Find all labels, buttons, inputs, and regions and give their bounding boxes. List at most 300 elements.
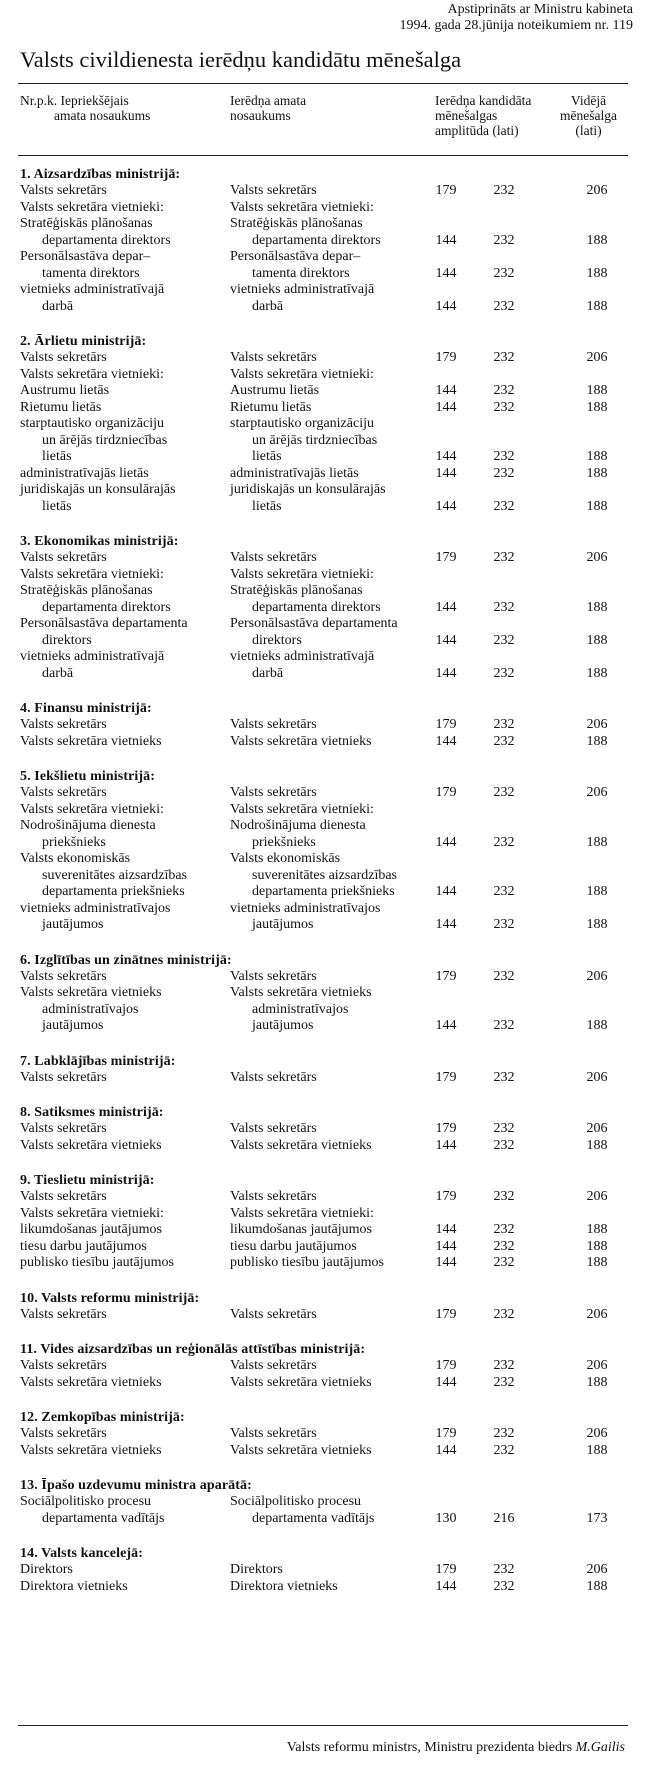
title-line: Valsts sekretārs (230, 550, 317, 565)
title-line: Valsts sekretāra vietnieki: (20, 199, 164, 215)
official-title (230, 1494, 374, 1527)
table-row (0, 1562, 645, 1579)
previous-title (20, 818, 230, 851)
ministry-section (0, 1341, 645, 1391)
table-row (0, 183, 645, 200)
salary-min: 144 (435, 834, 457, 850)
previous-title (20, 1562, 230, 1579)
title-line: Direktora vietnieks (20, 1578, 128, 1594)
official-title (230, 616, 398, 649)
divider (18, 83, 628, 84)
ministry-title: 7. Labklājības ministrijā: (20, 1053, 176, 1069)
divider (18, 1725, 628, 1726)
title-line: Valsts sekretāra vietnieki: (20, 1205, 164, 1221)
title-line: vietnieks administratīvajā (20, 282, 165, 297)
salary-min: 144 (435, 298, 457, 314)
signature-text: Valsts reformu ministrs, Ministru prezidenta biedrs (286, 1740, 576, 1755)
previous-title (20, 1222, 230, 1239)
ministry-title: 12. Zemkopības ministrijā: (20, 1410, 185, 1425)
salary-average: 206 (586, 550, 608, 565)
official-title (230, 183, 317, 200)
title-line: Valsts sekretārs (20, 968, 107, 984)
signature-name: M.Gailis (575, 1740, 625, 1755)
salary-min: 144 (435, 1222, 457, 1237)
table-row (0, 383, 645, 400)
title-line: publisko tiesību jautājumos (230, 1255, 384, 1270)
salary-min: 144 (435, 1578, 457, 1594)
ministry-section (0, 768, 645, 934)
official-title (230, 1222, 372, 1239)
title-line: Valsts sekretārs (20, 550, 107, 565)
title-line: Austrumu lietās (20, 383, 110, 398)
salary-max: 232 (493, 265, 515, 281)
official-title (230, 1443, 372, 1460)
ministry-section (0, 1172, 645, 1272)
title-line: Direktors (20, 1562, 73, 1577)
ministry-title: 13. Īpašo uzdevumu ministra aparātā: (20, 1478, 252, 1493)
ministry-section (0, 700, 645, 750)
salary-min: 144 (435, 265, 457, 281)
title-line: jautājumos (252, 1018, 314, 1033)
salary-min: 179 (435, 968, 457, 984)
table-row (0, 785, 645, 802)
salary-max: 232 (493, 1238, 515, 1254)
salary-min: 144 (435, 733, 457, 749)
previous-title (20, 1358, 230, 1375)
salary-average: 188 (586, 465, 608, 481)
title-line: direktors (252, 632, 302, 648)
header-official-title (230, 93, 306, 123)
title-line: Valsts sekretārs (230, 785, 317, 800)
header-line: amata nosaukums (54, 108, 151, 123)
title-line: Valsts sekretāra vietnieki: (230, 366, 374, 382)
official-title (230, 200, 374, 217)
previous-title (20, 466, 230, 483)
title-line: likumdošanas jautājumos (20, 1222, 162, 1237)
official-title (230, 1255, 384, 1272)
signature-line (287, 1740, 625, 1756)
salary-min: 179 (435, 1306, 457, 1322)
title-line: Valsts ekonomiskās (20, 851, 131, 866)
title-line: Valsts sekretārs (20, 183, 107, 198)
title-line: tamenta direktors (42, 265, 140, 281)
salary-min: 144 (435, 632, 457, 648)
title-line: Personālsastāva depar– (230, 249, 361, 264)
title-line: Valsts sekretāra vietnieks (20, 1374, 162, 1390)
header-line: Nr.p.k. Iepriekšējais (20, 93, 129, 108)
header-line: Vidējā (570, 93, 607, 108)
salary-average: 206 (586, 1426, 608, 1441)
salary-average: 188 (586, 1018, 608, 1033)
title-line: Valsts sekretāra vietnieks (20, 985, 162, 1000)
previous-title (20, 200, 230, 217)
ministry-title: 1. Aizsardzības ministrijā: (20, 167, 181, 182)
official-title (230, 649, 374, 682)
salary-max: 232 (493, 465, 515, 481)
ministry-title: 3. Ekonomikas ministrijā: (20, 534, 179, 549)
title-line: Valsts sekretārs (20, 1189, 107, 1204)
salary-min: 144 (435, 465, 457, 481)
previous-title (20, 785, 230, 802)
table-row (0, 1375, 645, 1392)
title-line: publisko tiesību jautājumos (20, 1255, 174, 1270)
header-line: mēnešalga (560, 108, 617, 123)
title-line: lietās (252, 498, 282, 514)
official-title (230, 550, 317, 567)
table-row (0, 616, 645, 649)
header-line: nosaukums (230, 108, 291, 123)
salary-average: 173 (586, 1510, 608, 1526)
ministry-section (0, 166, 645, 315)
ministry-title: 2. Ārlietu ministrijā: (20, 334, 147, 349)
title-line: darbā (42, 298, 74, 314)
title-line: Sociālpolitisko procesu (20, 1494, 152, 1509)
title-line: Direktors (230, 1562, 283, 1577)
salary-min: 179 (435, 717, 457, 732)
table-row (0, 734, 645, 751)
salary-average: 188 (586, 1578, 608, 1594)
previous-title (20, 969, 230, 986)
title-line: Personālsastāva departamenta (230, 616, 398, 631)
salary-min: 144 (435, 1137, 457, 1153)
salary-max: 232 (493, 383, 515, 398)
title-line: lietās (252, 449, 282, 464)
official-title (230, 717, 317, 734)
salary-max: 232 (493, 1121, 515, 1136)
title-line: Stratēģiskās plānošanas (20, 216, 153, 231)
ministry-section (0, 1290, 645, 1324)
previous-title (20, 400, 230, 417)
previous-title (20, 616, 230, 649)
salary-average: 188 (586, 399, 608, 415)
salary-average: 188 (586, 632, 608, 648)
table-row (0, 350, 645, 367)
salary-average: 188 (586, 834, 608, 850)
title-line: priekšnieks (42, 834, 106, 850)
table-row (0, 1222, 645, 1239)
salary-max: 232 (493, 1137, 515, 1153)
table-row (0, 1206, 645, 1223)
salary-average: 206 (586, 1306, 608, 1322)
table-row (0, 649, 645, 682)
title-line: Valsts sekretārs (230, 1306, 317, 1322)
title-line: Rietumu lietās (20, 399, 102, 415)
title-line: Valsts sekretārs (230, 350, 317, 365)
salary-min: 144 (435, 383, 457, 398)
title-line: Nodrošinājuma dienesta (230, 818, 366, 833)
title-line: Personālsastāva depar– (20, 249, 151, 264)
title-line: Austrumu lietās (230, 383, 320, 398)
title-line: tamenta direktors (252, 265, 350, 281)
previous-title (20, 1494, 230, 1527)
title-line: Valsts sekretāra vietnieks (230, 985, 372, 1000)
official-title (230, 567, 374, 584)
salary-max: 232 (493, 632, 515, 648)
official-title (230, 969, 317, 986)
previous-title (20, 249, 230, 282)
salary-average: 188 (586, 1374, 608, 1390)
official-title (230, 482, 386, 515)
title-line: Personālsastāva departamenta (20, 616, 188, 631)
title-line: starptautisko organizāciju (230, 416, 374, 431)
salary-max: 232 (493, 884, 515, 899)
title-line: Valsts sekretārs (230, 1426, 317, 1441)
table-row (0, 466, 645, 483)
title-line: Valsts sekretāra vietnieki: (230, 199, 374, 215)
official-title (230, 985, 372, 1035)
table-row (0, 1189, 645, 1206)
title-line: direktors (42, 632, 92, 648)
title-line: Valsts sekretārs (20, 350, 107, 365)
salary-max: 232 (493, 1426, 515, 1441)
title-line: Stratēģiskās plānošanas (230, 216, 363, 231)
salary-max: 232 (493, 183, 515, 198)
previous-title (20, 649, 230, 682)
ministry-title: 14. Valsts kancelejā: (20, 1546, 144, 1561)
previous-title (20, 416, 230, 466)
salary-max: 232 (493, 1255, 515, 1270)
title-line: Valsts sekretāra vietnieks (20, 1137, 162, 1153)
title-line: vietnieks administratīvajā (20, 649, 165, 664)
table-row (0, 1138, 645, 1155)
salary-max: 232 (493, 1562, 515, 1577)
previous-title (20, 802, 230, 819)
official-title (230, 1358, 317, 1375)
title-line: Valsts sekretāra vietnieki: (230, 566, 374, 582)
ministry-title: 6. Izglītības un zinātnes ministrijā: (20, 952, 232, 968)
title-line: departamenta priekšnieks (252, 884, 395, 899)
salary-min: 179 (435, 1121, 457, 1136)
salary-max: 232 (493, 1306, 515, 1322)
previous-title (20, 1426, 230, 1443)
title-line: Valsts sekretārs (230, 1069, 317, 1085)
header-line: Ierēdņa amata (230, 93, 307, 108)
title-line: Direktora vietnieks (230, 1578, 338, 1594)
title-line: departamenta vadītājs (42, 1510, 165, 1526)
table-row (0, 1307, 645, 1324)
salary-max: 232 (493, 1222, 515, 1237)
salary-average: 206 (586, 968, 608, 984)
official-title (230, 583, 381, 616)
ministry-title: 11. Vides aizsardzības un reģionālās attīstības ministrijā: (20, 1342, 366, 1357)
title-line: juridiskajās un konsulārajās (20, 482, 176, 497)
ministry-section (0, 1104, 645, 1154)
salary-average: 188 (586, 917, 608, 932)
title-line: suverenitātes aizsardzības (252, 867, 397, 883)
ministry-title: 9. Tieslietu ministrijā: (20, 1173, 155, 1188)
title-line: lietās (42, 498, 72, 514)
ministry-title: 5. Iekšlietu ministrijā: (20, 769, 156, 784)
title-line: lietās (42, 449, 72, 464)
salary-average: 188 (586, 232, 608, 248)
divider (18, 155, 628, 156)
salary-min: 179 (435, 1426, 457, 1441)
salary-max: 232 (493, 665, 515, 681)
table-row (0, 282, 645, 315)
previous-title (20, 1579, 230, 1596)
official-title (230, 249, 360, 282)
official-title (230, 1562, 283, 1579)
table-row (0, 717, 645, 734)
official-title (230, 1375, 372, 1392)
title-line: departamenta direktors (252, 599, 381, 615)
title-line: Valsts sekretārs (230, 183, 317, 198)
title-line: Valsts sekretāra vietnieks (230, 1374, 372, 1390)
ministry-section (0, 1053, 645, 1087)
title-line: administratīvajās lietās (230, 465, 359, 481)
previous-title (20, 901, 230, 934)
table-row (0, 550, 645, 567)
title-line: departamenta direktors (42, 599, 171, 615)
salary-max: 232 (493, 1578, 515, 1594)
salary-min: 144 (435, 1255, 457, 1270)
salary-max: 232 (493, 717, 515, 732)
previous-title (20, 282, 230, 315)
table-row (0, 851, 645, 901)
salary-max: 232 (493, 1374, 515, 1390)
salary-average: 206 (586, 1121, 608, 1136)
title-line: Stratēģiskās plānošanas (20, 583, 153, 598)
title-line: juridiskajās un konsulārajās (230, 482, 386, 497)
previous-title (20, 1070, 230, 1087)
title-line: darbā (42, 665, 74, 681)
title-line: Valsts sekretāra vietnieks (20, 1442, 162, 1458)
salary-table (0, 166, 645, 1613)
official-title (230, 1307, 317, 1324)
previous-title (20, 734, 230, 751)
previous-title (20, 1189, 230, 1206)
salary-average: 188 (586, 1255, 608, 1270)
official-title (230, 1189, 317, 1206)
salary-average: 188 (586, 298, 608, 314)
salary-max: 232 (493, 232, 515, 248)
salary-average: 188 (586, 1238, 608, 1254)
ministry-title: 8. Satiksmes ministrijā: (20, 1105, 164, 1120)
salary-min: 144 (435, 884, 457, 899)
salary-min: 144 (435, 449, 457, 464)
previous-title (20, 1121, 230, 1138)
title-line: Valsts sekretāra vietnieks (20, 733, 162, 749)
title-line: Valsts ekonomiskās (230, 851, 341, 866)
table-row (0, 1239, 645, 1256)
previous-title (20, 583, 230, 616)
salary-min: 179 (435, 1189, 457, 1204)
salary-max: 232 (493, 449, 515, 464)
table-row (0, 1426, 645, 1443)
salary-max: 232 (493, 350, 515, 365)
table-row (0, 802, 645, 819)
header-salary-range (435, 93, 531, 138)
title-line: Valsts sekretāra vietnieks (230, 733, 372, 749)
table-row (0, 216, 645, 249)
salary-max: 232 (493, 1018, 515, 1033)
salary-max: 232 (493, 298, 515, 314)
salary-max: 232 (493, 599, 515, 615)
table-row (0, 1255, 645, 1272)
title-line: tiesu darbu jautājumos (230, 1238, 357, 1254)
salary-average: 188 (586, 265, 608, 281)
title-line: departamenta direktors (42, 232, 171, 248)
page-title: Valsts civildienesta ierēdņu kandidātu mēnešalga (20, 47, 462, 72)
previous-title (20, 550, 230, 567)
salary-average: 206 (586, 1358, 608, 1373)
previous-title (20, 1138, 230, 1155)
official-title (230, 851, 397, 901)
title-line: un ārējās tirdzniecības (42, 432, 168, 448)
ministry-title: 10. Valsts reformu ministrijā: (20, 1290, 200, 1306)
salary-min: 144 (435, 1374, 457, 1390)
title-line: Valsts sekretārs (20, 1306, 107, 1322)
table-row (0, 901, 645, 934)
title-line: administratīvajos (42, 1001, 139, 1017)
ministry-section (0, 1409, 645, 1459)
salary-min: 179 (435, 1562, 457, 1577)
title-line: administratīvajos (252, 1001, 349, 1017)
title-line: priekšnieks (252, 834, 316, 850)
title-line: tiesu darbu jautājumos (20, 1238, 147, 1254)
title-line: Valsts sekretārs (20, 785, 107, 800)
title-line: Valsts sekretārs (230, 1358, 317, 1373)
title-line: Sociālpolitisko procesu (230, 1494, 362, 1509)
title-line: vietnieks administratīvajā (230, 282, 375, 297)
title-line: Valsts sekretārs (20, 1121, 107, 1136)
previous-title (20, 183, 230, 200)
salary-min: 179 (435, 1358, 457, 1373)
table-row (0, 1494, 645, 1527)
salary-max: 232 (493, 1442, 515, 1458)
ministry-section (0, 333, 645, 515)
salary-average: 206 (586, 1069, 608, 1085)
official-title (230, 1206, 374, 1223)
official-title (230, 1579, 338, 1596)
table-row (0, 416, 645, 466)
salary-min: 144 (435, 917, 457, 932)
header-line: (lati) (575, 123, 602, 138)
official-title (230, 734, 372, 751)
previous-title (20, 717, 230, 734)
previous-title (20, 567, 230, 584)
table-row (0, 583, 645, 616)
official-title (230, 1121, 317, 1138)
title-line: Valsts sekretāra vietnieks (230, 1137, 372, 1153)
title-line: departamenta direktors (252, 232, 381, 248)
previous-title (20, 985, 230, 1035)
ministry-section (0, 1477, 645, 1527)
previous-title (20, 1375, 230, 1392)
title-line: Valsts sekretāra vietnieks (230, 1442, 372, 1458)
official-title (230, 1138, 372, 1155)
table-row (0, 818, 645, 851)
salary-min: 144 (435, 498, 457, 514)
header-line: amplitūda (lati) (435, 123, 519, 138)
salary-max: 232 (493, 498, 515, 514)
salary-average: 188 (586, 1442, 608, 1458)
title-line: jautājumos (42, 917, 104, 932)
official-title (230, 1426, 317, 1443)
table-row (0, 367, 645, 384)
official-title (230, 416, 377, 466)
title-line: Valsts sekretārs (230, 968, 317, 984)
salary-max: 232 (493, 1189, 515, 1204)
title-line: Valsts sekretārs (230, 717, 317, 732)
table-row (0, 1579, 645, 1596)
title-line: vietnieks administratīvajos (20, 900, 171, 916)
header-line: mēnešalgas (435, 108, 498, 123)
previous-title (20, 1239, 230, 1256)
salary-average: 188 (586, 733, 608, 749)
table-row (0, 567, 645, 584)
title-line: Stratēģiskās plānošanas (230, 583, 363, 598)
